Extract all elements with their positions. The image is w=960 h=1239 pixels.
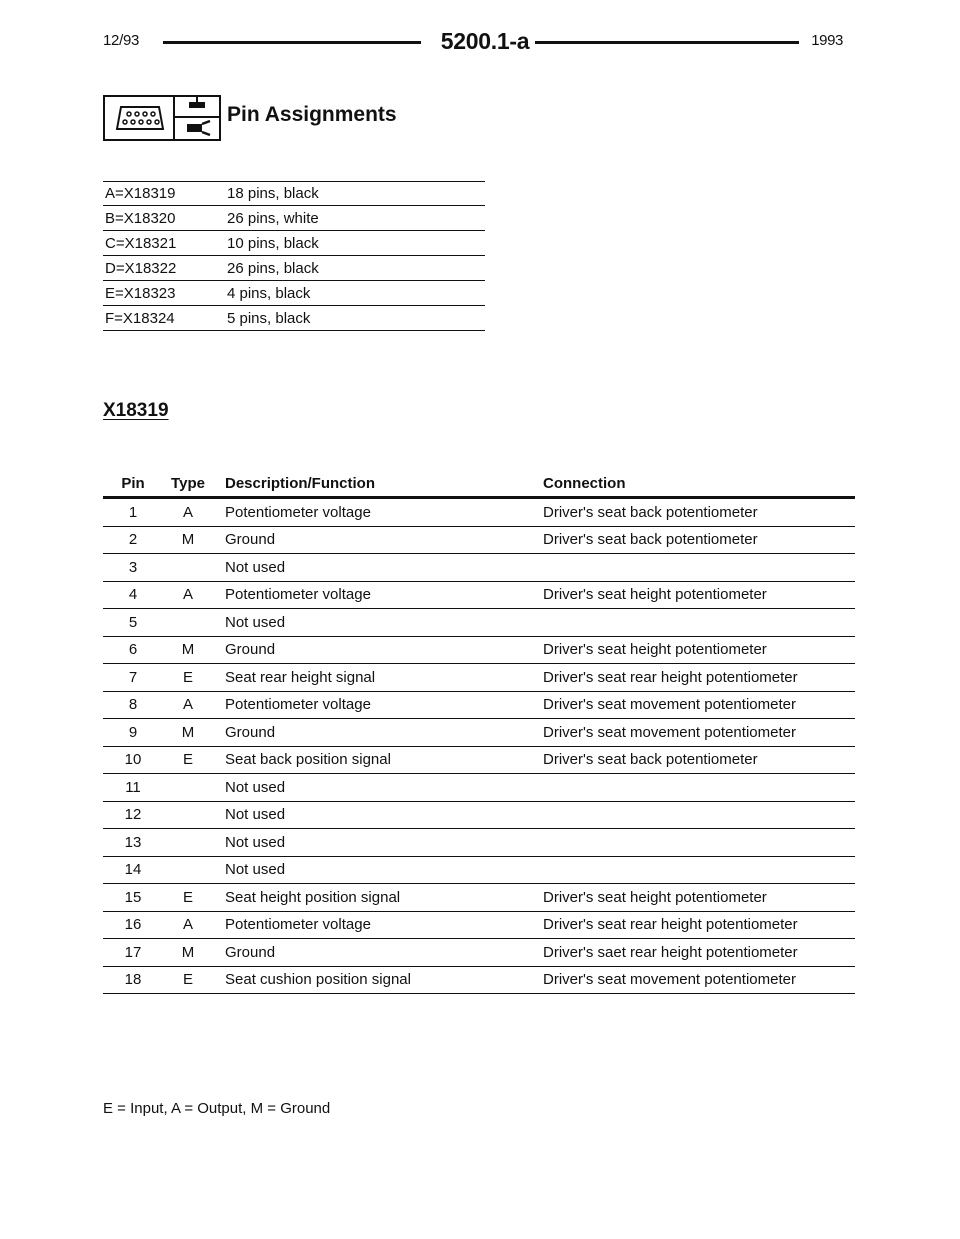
pin-connection: Driver's seat back potentiometer xyxy=(543,531,758,549)
pin-type: E xyxy=(182,971,193,989)
pin-description: Seat rear height signal xyxy=(225,668,376,686)
pin-number: 11 xyxy=(125,778,141,796)
connector-plug-icon xyxy=(115,104,165,132)
pin-type: A xyxy=(182,696,193,714)
connector-row xyxy=(103,306,485,331)
table-row xyxy=(103,582,855,610)
table-row xyxy=(103,829,855,857)
page-header xyxy=(103,28,843,56)
pin-number: 18 xyxy=(124,971,142,989)
table-row xyxy=(103,774,855,802)
pin-description: Not used xyxy=(225,558,286,576)
section-title: X18319 xyxy=(103,400,169,421)
table-row xyxy=(103,499,855,527)
pin-connection: Driver's saet rear height potentiometer xyxy=(543,943,798,961)
pin-type: E xyxy=(182,888,193,906)
connector-id: F=X18324 xyxy=(105,309,175,327)
pin-description: Ground xyxy=(225,531,276,549)
pin-type: E xyxy=(182,751,193,769)
pin-connection: Driver's seat height potentiometer xyxy=(543,641,767,659)
pin-number: 4 xyxy=(128,586,138,604)
table-row xyxy=(103,637,855,665)
pin-number: 7 xyxy=(128,668,138,686)
connector-row xyxy=(103,281,485,306)
table-row xyxy=(103,664,855,692)
table-row xyxy=(103,527,855,555)
pin-connection: Driver's seat height potentiometer xyxy=(543,888,767,906)
pin-type: M xyxy=(181,641,195,659)
pin-type: M xyxy=(181,723,195,741)
pin-number: 16 xyxy=(124,916,142,934)
pin-number: 2 xyxy=(128,531,138,549)
pin-table xyxy=(103,470,855,994)
table-row xyxy=(103,719,855,747)
table-header xyxy=(103,470,855,499)
pin-description: Seat height position signal xyxy=(225,888,401,906)
connector-icon-box xyxy=(103,95,221,141)
header-description: Description/Function xyxy=(225,475,375,492)
connector-id: D=X18322 xyxy=(105,259,177,277)
pin-number: 5 xyxy=(128,613,138,631)
table-row xyxy=(103,884,855,912)
pin-number: 8 xyxy=(128,696,138,714)
pin-number: 12 xyxy=(124,806,142,824)
table-row xyxy=(103,967,855,995)
connector-row xyxy=(103,231,485,256)
pin-connection: Driver's seat height potentiometer xyxy=(543,586,767,604)
pin-number: 9 xyxy=(128,723,138,741)
table-row xyxy=(103,554,855,582)
pin-connection: Driver's seat rear height potentiometer xyxy=(543,916,798,934)
header-connection: Connection xyxy=(543,475,626,492)
pin-number: 3 xyxy=(128,558,138,576)
header-type: Type xyxy=(171,475,205,492)
pin-description: Not used xyxy=(225,778,286,796)
pin-assignment-icon xyxy=(175,97,219,139)
pin-description: Potentiometer voltage xyxy=(225,916,371,934)
pin-description: Ground xyxy=(225,723,276,741)
connector-desc: 26 pins, white xyxy=(227,209,319,227)
pin-connection: Driver's seat back potentiometer xyxy=(543,751,758,769)
header-doc-number: 5200.1-a xyxy=(440,28,530,54)
pin-description: Potentiometer voltage xyxy=(225,503,371,521)
header-rule-right xyxy=(535,41,799,44)
connector-row xyxy=(103,206,485,231)
pin-description: Not used xyxy=(225,806,286,824)
pin-number: 17 xyxy=(124,943,142,961)
connector-row xyxy=(103,256,485,281)
table-row xyxy=(103,802,855,830)
pin-connection: Driver's seat movement potentiometer xyxy=(543,971,796,989)
pin-number: 13 xyxy=(124,833,142,851)
table-row xyxy=(103,857,855,885)
pin-connection: Driver's seat back potentiometer xyxy=(543,503,758,521)
table-row xyxy=(103,692,855,720)
pin-type: A xyxy=(182,586,193,604)
pin-description: Seat cushion position signal xyxy=(225,971,411,989)
connector-desc: 18 pins, black xyxy=(227,185,319,202)
connector-id: C=X18321 xyxy=(105,234,177,252)
pin-description: Ground xyxy=(225,641,276,659)
table-row xyxy=(103,939,855,967)
table-row xyxy=(103,747,855,775)
pin-description: Potentiometer voltage xyxy=(225,696,371,714)
pin-type: M xyxy=(181,531,195,549)
connector-row xyxy=(103,181,485,206)
type-legend: E = Input, A = Output, M = Ground xyxy=(103,1100,331,1117)
pin-connection: Driver's seat movement potentiometer xyxy=(543,696,796,714)
connector-id: A=X18319 xyxy=(105,185,176,202)
connector-id: E=X18323 xyxy=(105,284,176,302)
pin-connection: Driver's seat rear height potentiometer xyxy=(543,668,798,686)
pin-type: A xyxy=(182,503,193,521)
pin-number: 10 xyxy=(124,751,142,769)
page-title: Pin Assignments xyxy=(227,103,397,126)
pin-description: Potentiometer voltage xyxy=(225,586,371,604)
pin-description: Ground xyxy=(225,943,276,961)
pin-description: Not used xyxy=(225,613,286,631)
table-row xyxy=(103,609,855,637)
pin-number: 14 xyxy=(124,861,142,879)
header-pin: Pin xyxy=(121,475,145,492)
pin-description: Seat back position signal xyxy=(225,751,391,769)
pin-number: 1 xyxy=(128,503,138,521)
connector-desc: 4 pins, black xyxy=(227,284,311,302)
connector-desc: 10 pins, black xyxy=(227,234,319,252)
pin-number: 6 xyxy=(128,641,138,659)
connector-desc: 26 pins, black xyxy=(227,259,319,277)
header-rule-left xyxy=(163,41,421,44)
header-date: 12/93 xyxy=(103,32,140,49)
pin-number: 15 xyxy=(124,888,142,906)
pin-description: Not used xyxy=(225,833,286,851)
pin-description: Not used xyxy=(225,861,286,879)
pin-connection: Driver's seat movement potentiometer xyxy=(543,723,796,741)
pin-type: M xyxy=(181,943,195,961)
pin-type: E xyxy=(182,668,193,686)
header-year: 1993 xyxy=(811,32,843,49)
pin-type: A xyxy=(182,916,193,934)
connector-id: B=X18320 xyxy=(105,209,176,227)
table-row xyxy=(103,912,855,940)
connector-list xyxy=(103,181,485,331)
connector-desc: 5 pins, black xyxy=(227,309,311,327)
